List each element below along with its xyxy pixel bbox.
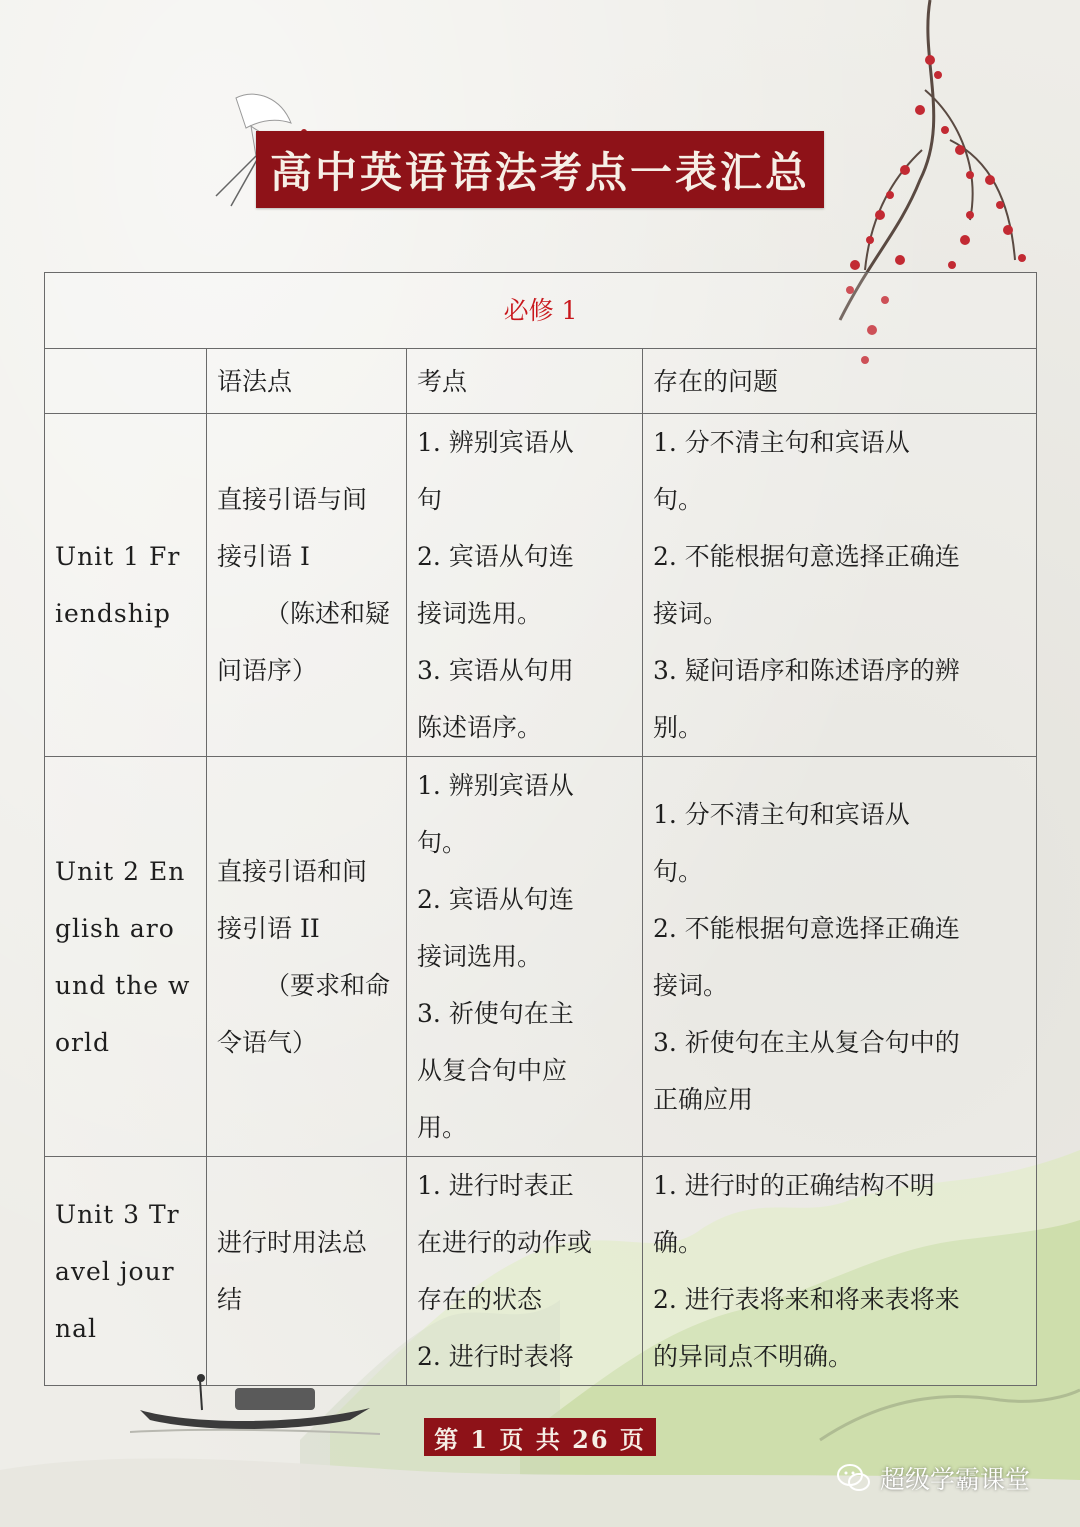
grammar-point-cell: 进行时用法总 结: [207, 1157, 407, 1386]
exam-points-cell: 1. 辨别宾语从 句。 2. 宾语从句连 接词选用。 3. 祈使句在主 从复合句中应 用。: [407, 757, 643, 1157]
column-header-grammar: 语法点: [207, 349, 407, 414]
problems-cell: 1. 进行时的正确结构不明 确。 2. 进行表将来和将来表将来 的异同点不明确。: [643, 1157, 1037, 1386]
table-header-row: [45, 349, 1037, 414]
column-header-unit: [45, 349, 207, 414]
grammar-table: [44, 272, 1037, 1386]
wechat-icon: [836, 1463, 872, 1493]
problems-cell: 1. 分不清主句和宾语从 句。 2. 不能根据句意选择正确连 接词。 3. 疑问语序和陈述语序的辨 别。: [643, 414, 1037, 757]
exam-points-cell: 1. 进行时表正 在进行的动作或 存在的状态 2. 进行时表将: [407, 1157, 643, 1386]
grammar-point-cell: 直接引语与间 接引语 I （陈述和疑 问语序）: [207, 414, 407, 757]
problems-cell: 1. 分不清主句和宾语从 句。 2. 不能根据句意选择正确连 接词。 3. 祈使句在主从复合句中的 正确应用: [643, 757, 1037, 1157]
unit-cell: Unit 1 Fr iendship: [45, 414, 207, 757]
section-heading: 必修 1: [45, 273, 1037, 349]
page-number-label: 第 1 页 共 26 页: [424, 1418, 656, 1456]
table-row: [45, 757, 1037, 1157]
grammar-point-cell: 直接引语和间 接引语 II （要求和命 令语气）: [207, 757, 407, 1157]
watermark-text: 超级学霸课堂: [880, 1465, 1031, 1494]
unit-cell: Unit 2 En glish aro und the w orld: [45, 757, 207, 1157]
account-watermark: [836, 1458, 1030, 1498]
page-title: 高中英语语法考点一表汇总: [269, 147, 810, 197]
unit-cell: Unit 3 Tr avel jour nal: [45, 1157, 207, 1386]
column-header-problems: 存在的问题: [643, 349, 1037, 414]
exam-points-cell: 1. 辨别宾语从 句 2. 宾语从句连 接词选用。 3. 宾语从句用 陈述语序。: [407, 414, 643, 757]
table-row: [45, 1157, 1037, 1386]
table-row: [45, 414, 1037, 757]
page-title-banner: [256, 131, 824, 208]
column-header-points: 考点: [407, 349, 643, 414]
boat-icon: [130, 1370, 380, 1440]
